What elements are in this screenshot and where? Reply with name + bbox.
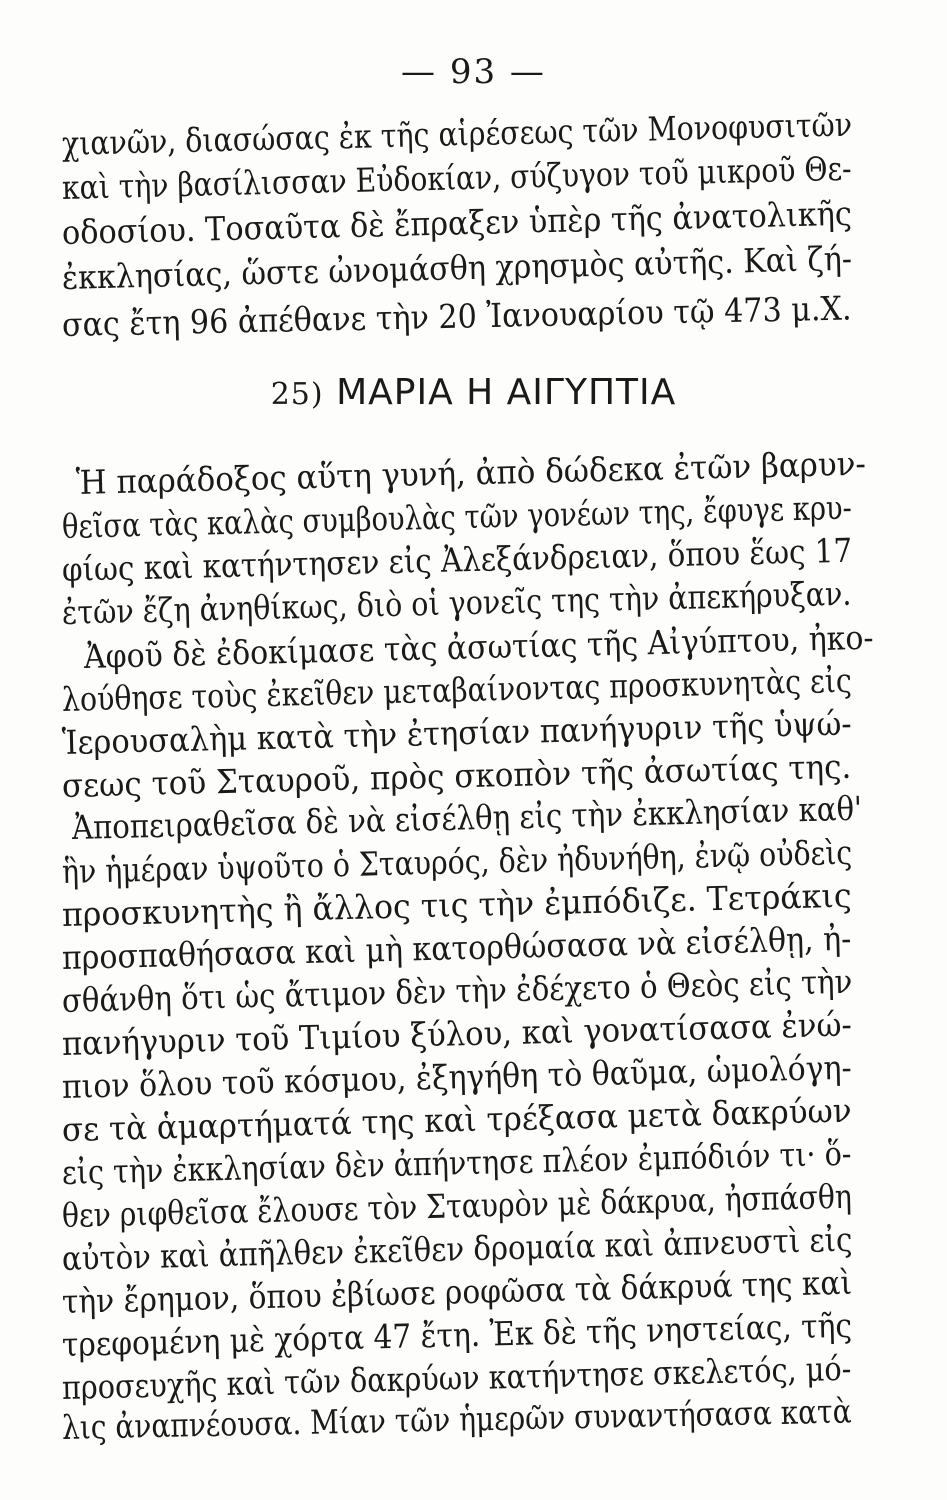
text-line: ἐκκλησίας, ὥστε ὠνομάσθη χρησμὸς αὐτῆς. Καὶ ζή- bbox=[61, 238, 853, 297]
text-line: ἣν ἡμέραν ὑψοῦτο ὁ Σταυρός, δὲν ἠδυνήθη, ἐνῷ οὐδεὶς bbox=[61, 832, 853, 891]
text-line: σε τὰ ἁμαρτήματά της καὶ τρέξασα μετὰ δακρύων bbox=[61, 1090, 853, 1149]
text-line: θεν ριφθεῖσα ἔλουσε τὸν Σταυρὸν μὲ δάκρυα, ἠσπάσθη bbox=[61, 1176, 853, 1235]
text-line: σας ἔτη 96 ἀπέθανε τὴν 20 Ἰανουαρίου τῷ 473 μ.Χ. bbox=[61, 288, 852, 344]
text-line: εἰς τὴν ἐκκλησίαν δὲν ἀπήντησε πλέον ἐμπόδιόν τι· ὅ- bbox=[61, 1133, 852, 1192]
text-line: σεως τοῦ Σταυροῦ, πρὸς σκοπὸν τῆς ἀσωτίας της. bbox=[61, 746, 852, 805]
text-line: φίως καὶ κατήντησεν εἰς Ἀλεξάνδρειαν, ὅπου ἕως 17 bbox=[61, 530, 853, 589]
text-line: σθάνθη ὅτι ὡς ἄτιμον δὲν τὴν ἐδέχετο ὁ Θεὸς εἰς τὴν bbox=[61, 961, 853, 1020]
text-line: Ἀποπειραθεῖσα δὲ νὰ εἰσέλθῃ εἰς τὴν ἐκκλησίαν καθ' bbox=[71, 788, 863, 847]
text-line: οδοσίου. Τοσαῦτα δὲ ἔπραξεν ὑπὲρ τῆς ἀνατολικῆς bbox=[61, 193, 853, 252]
text-line: προσευχῆς καὶ τῶν δακρύων κατήντησε σκελετός, μό- bbox=[61, 1348, 852, 1407]
page-number: — 93 — bbox=[401, 52, 546, 92]
text-line: θεῖσα τὰς καλὰς συμβουλὰς τῶν γονέων της, ἔφυγε κρυ- bbox=[61, 487, 853, 546]
text-line: λούθησε τοὺς ἐκεῖθεν μεταβαίνοντας προσκυνητὰς εἰς bbox=[61, 660, 853, 719]
text-line: τρεφομένη μὲ χόρτα 47 ἔτη. Ἐκ δὲ τῆς νηστείας, τῆς bbox=[61, 1305, 853, 1364]
text-line: Ἱερουσαλὴμ κατὰ τὴν ἐτησίαν πανήγυριν τῆς ὑψώ- bbox=[61, 703, 853, 762]
text-line: προσπαθήσασα καὶ μὴ κατορθώσασα νὰ εἰσέλθῃ, ἠ- bbox=[61, 918, 852, 977]
text-line: Ἡ παράδοξος αὕτη γυνή, ἀπὸ δώδεκα ἐτῶν βαρυν- bbox=[75, 443, 867, 502]
text-line: αὐτὸν καὶ ἀπῆλθεν ἐκεῖθεν δρομαία καὶ ἀπνευστὶ εἰς bbox=[61, 1219, 853, 1278]
text-line: ἐτῶν ἔζη ἀνηθίκως, διὸ οἱ γονεῖς της τὴν ἀπεκήρυξαν. bbox=[61, 573, 852, 632]
section-number: 25) bbox=[270, 377, 324, 412]
text-line: προσκυνητὴς ἢ ἄλλος τις τὴν ἐμπόδιζε. Τετράκις bbox=[61, 875, 853, 934]
text-line: πιον ὅλου τοῦ κόσμου, ἐξηγήθη τὸ θαῦμα, ὡμολόγη- bbox=[61, 1047, 853, 1106]
text-line: τὴν ἔρημον, ὅπου ἐβίωσε ροφῶσα τὰ δάκρυά της καὶ bbox=[61, 1262, 853, 1321]
text-line: Ἀφοῦ δὲ ἐδοκίμασε τὰς ἀσωτίας τῆς Αἰγύπτου, ἠκο- bbox=[83, 617, 874, 676]
section-heading bbox=[0, 372, 947, 413]
text-line: καὶ τὴν βασίλισσαν Εὐδοκίαν, σύζυγον τοῦ μικροῦ Θε- bbox=[61, 148, 853, 207]
section-title: ΜΑΡΙΑ Η ΑΙΓΥΠΤΙΑ bbox=[336, 372, 677, 413]
text-line: λις ἀναπνέουσα. Μίαν τῶν ἡμερῶν συναντήσασα κατὰ bbox=[61, 1391, 852, 1447]
text-line: χιανῶν, διασώσας ἐκ τῆς αἱρέσεως τῶν Μονοφυσιτῶν bbox=[61, 104, 853, 163]
text-line: πανήγυριν τοῦ Τιμίου ξύλου, καὶ γονατίσασα ἐνώ- bbox=[61, 1004, 853, 1063]
